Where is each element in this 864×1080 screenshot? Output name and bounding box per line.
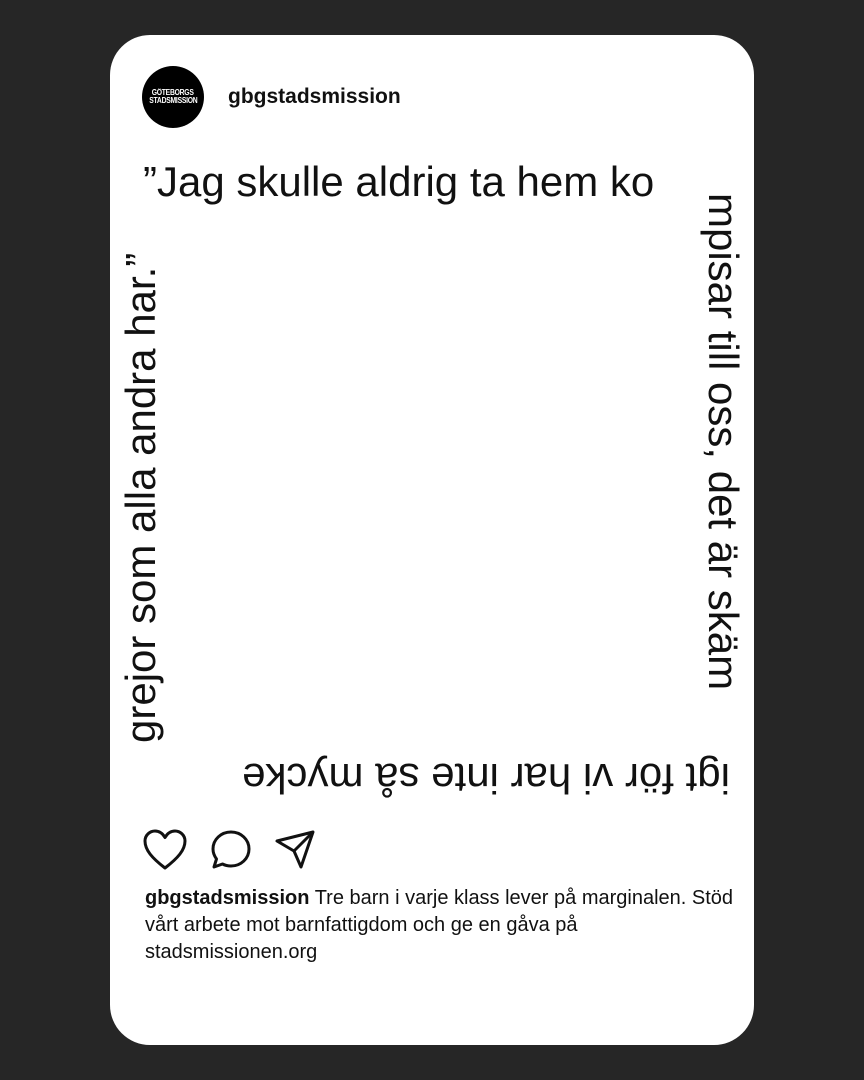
username-link[interactable]: gbgstadsmission: [228, 85, 401, 108]
quote-text-right: mpisar till oss, det är skäm: [700, 193, 747, 691]
heart-icon: [142, 828, 188, 872]
post-caption: [145, 885, 735, 966]
quote-text-left: grejor som alla andra har.”: [117, 252, 164, 743]
comment-button[interactable]: [210, 829, 252, 871]
share-button[interactable]: [274, 829, 316, 871]
comment-icon: [210, 829, 252, 871]
like-button[interactable]: [142, 828, 188, 872]
post-card: [110, 35, 754, 1045]
avatar[interactable]: [142, 66, 204, 128]
post-header: [142, 66, 401, 128]
post-actions: [142, 828, 316, 872]
quote-text-top: ”Jag skulle aldrig ta hem ko: [143, 158, 655, 205]
share-icon: [274, 829, 316, 871]
caption-username-link[interactable]: gbgstadsmission: [145, 887, 310, 909]
avatar-text-line1: GÖTEBORGS: [152, 88, 194, 97]
quote-text-bottom: igt för vi har inte så mycke: [242, 755, 730, 802]
caption-text: Tre barn i varje klass lever på marginalen. Stöd vårt arbete mot barnfattigdom och ge en gåva på stadsmissionen.org: [145, 887, 734, 963]
avatar-text-line2: STADSMISSION: [148, 96, 198, 105]
